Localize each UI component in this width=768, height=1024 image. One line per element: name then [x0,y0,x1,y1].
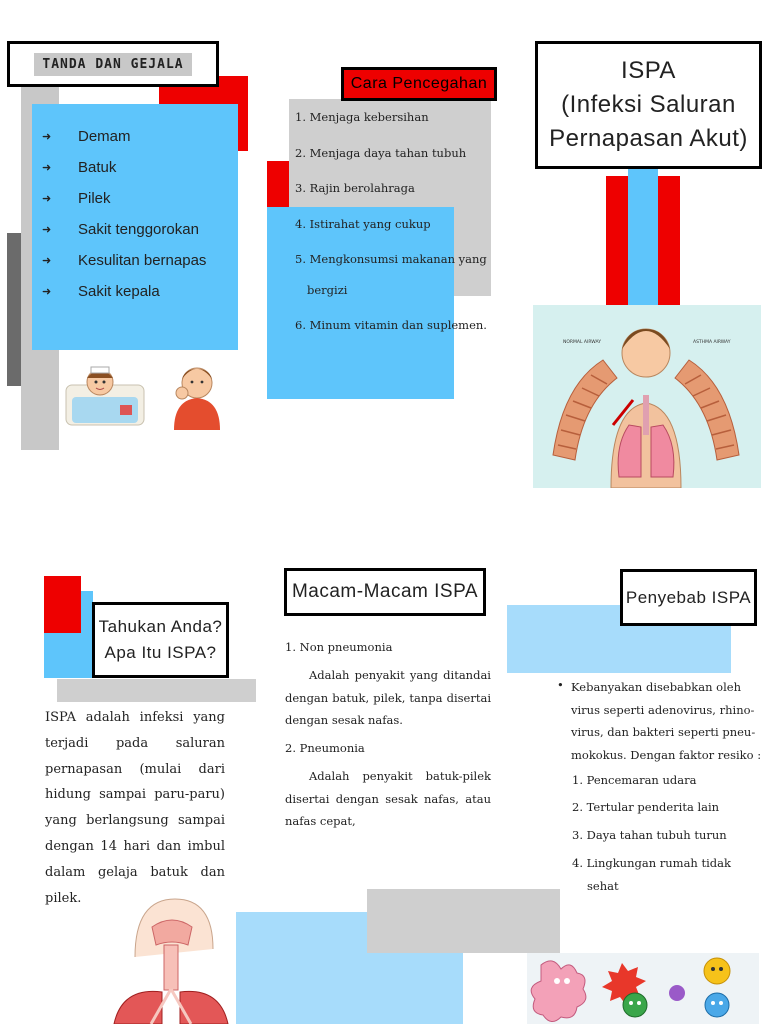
list-item: ➜ Pilek [42,190,111,207]
penyebab-factor-3: 3. Daya tahan tubuh turun [572,828,727,842]
list-item: ➜ Kesulitan bernapas [42,252,207,269]
pencegahan-item-5: 5. Mengkonsumsi makanan yang [295,252,487,266]
macam-title: Macam-Macam ISPA [291,581,479,602]
normal-airway-label: NORMAL AIRWAY [563,340,601,345]
penyebab-bullet-text: Kebanyakan disebabkan oleh virus seperti adenovirus, rhino-virus, dan bakteri seperti pneu-mokokus. Dengan faktor resiko : [571,680,762,762]
penyebab-factor-1: 1. Pencemaran udara [572,773,697,787]
arrow-icon: ➜ [42,224,52,236]
pencegahan-item-6: 6. Minum vitamin dan suplemen. [295,318,487,332]
pencegahan-item-3: 3. Rajin berolahraga [295,181,415,195]
tahukan-red-block [44,576,81,633]
tahukan-title-box [92,602,229,678]
tahukan-title-line1: Tahukan Anda? [98,617,223,636]
respiratory-system-illustration [90,897,240,1024]
pencegahan-item-4: 4. Istirahat yang cukup [295,217,431,231]
ispa-title-line2: (Infeksi Saluran [561,91,736,118]
penyebab-factor-4: 4. Lingkungan rumah tidak [572,856,731,870]
ispa-blue-pillar [628,169,658,305]
pencegahan-title-box [341,67,497,101]
pencegahan-red-block [267,161,289,207]
penyebab-title: Penyebab ISPA [625,587,752,607]
penyebab-title-box [620,569,757,626]
pencegahan-item-1: 1. Menjaga kebersihan [295,110,429,124]
gejala-title: TANDA DAN GEJALA [34,53,191,76]
gejala-title-box [7,41,219,87]
pencegahan-blue-panel [267,207,454,399]
asthma-airway-label: ASTHMA AIRWAY [693,340,731,345]
germs-illustration [527,953,759,1024]
arrow-icon: ➜ [42,286,52,298]
tahukan-body: ISPA adalah infeksi yang terjadi pada saluran pernapasan (mulai dari hidung sampai paru-paru) yang berlangsung sampai dengan 14 hari dan imbul dalam gelaja batuk dan pilek. [45,710,225,906]
list-item: ➜ Sakit kepala [42,283,160,300]
gejala-list [32,104,238,307]
pencegahan-title: Cara Pencegahan [350,75,488,92]
macam-item1-head: 1. Non pneumonia [285,640,393,654]
tahukan-blue-block [44,633,93,678]
pencegahan-item-2: 2. Menjaga daya tahan tubuh [295,146,467,160]
macam-gray-block [367,889,560,953]
gejala-dark-strip [7,233,21,386]
macam-title-box [284,568,486,616]
list-item: ➜ Batuk [42,159,117,176]
arrow-icon: ➜ [42,193,52,205]
macam-item2-body: Adalah penyakit batuk-pilek disertai dengan sesak nafas, atau nafas cepat, [285,769,491,828]
pencegahan-item-5-cont: bergizi [307,283,348,297]
macam-item2-head: 2. Pneumonia [285,741,365,755]
airway-diagram [533,305,761,488]
list-item: ➜ Demam [42,128,131,145]
ispa-title-box [535,41,762,169]
arrow-icon: ➜ [42,131,52,143]
ispa-red-pillar-right [658,176,680,305]
list-item: ➜ Sakit tenggorokan [42,221,199,238]
arrow-icon: ➜ [42,162,52,174]
sick-children-illustration [62,355,237,430]
penyebab-factor-2: 2. Tertular penderita lain [572,800,720,814]
tahukan-title-line2: Apa Itu ISPA? [104,643,217,662]
arrow-icon: ➜ [42,255,52,267]
ispa-title-line1: ISPA [621,57,676,84]
penyebab-bullet-icon: • [557,678,564,692]
penyebab-factor-4-cont: sehat [587,879,619,893]
tahukan-gray-bar [57,679,256,702]
ispa-red-pillar-left [606,176,628,305]
gejala-list-panel [32,104,238,350]
ispa-title-line3: Pernapasan Akut) [549,125,748,152]
macam-item1-body: Adalah penyakit yang ditandai dengan batuk, pilek, tanpa disertai dengan sesak nafas. [285,668,491,727]
